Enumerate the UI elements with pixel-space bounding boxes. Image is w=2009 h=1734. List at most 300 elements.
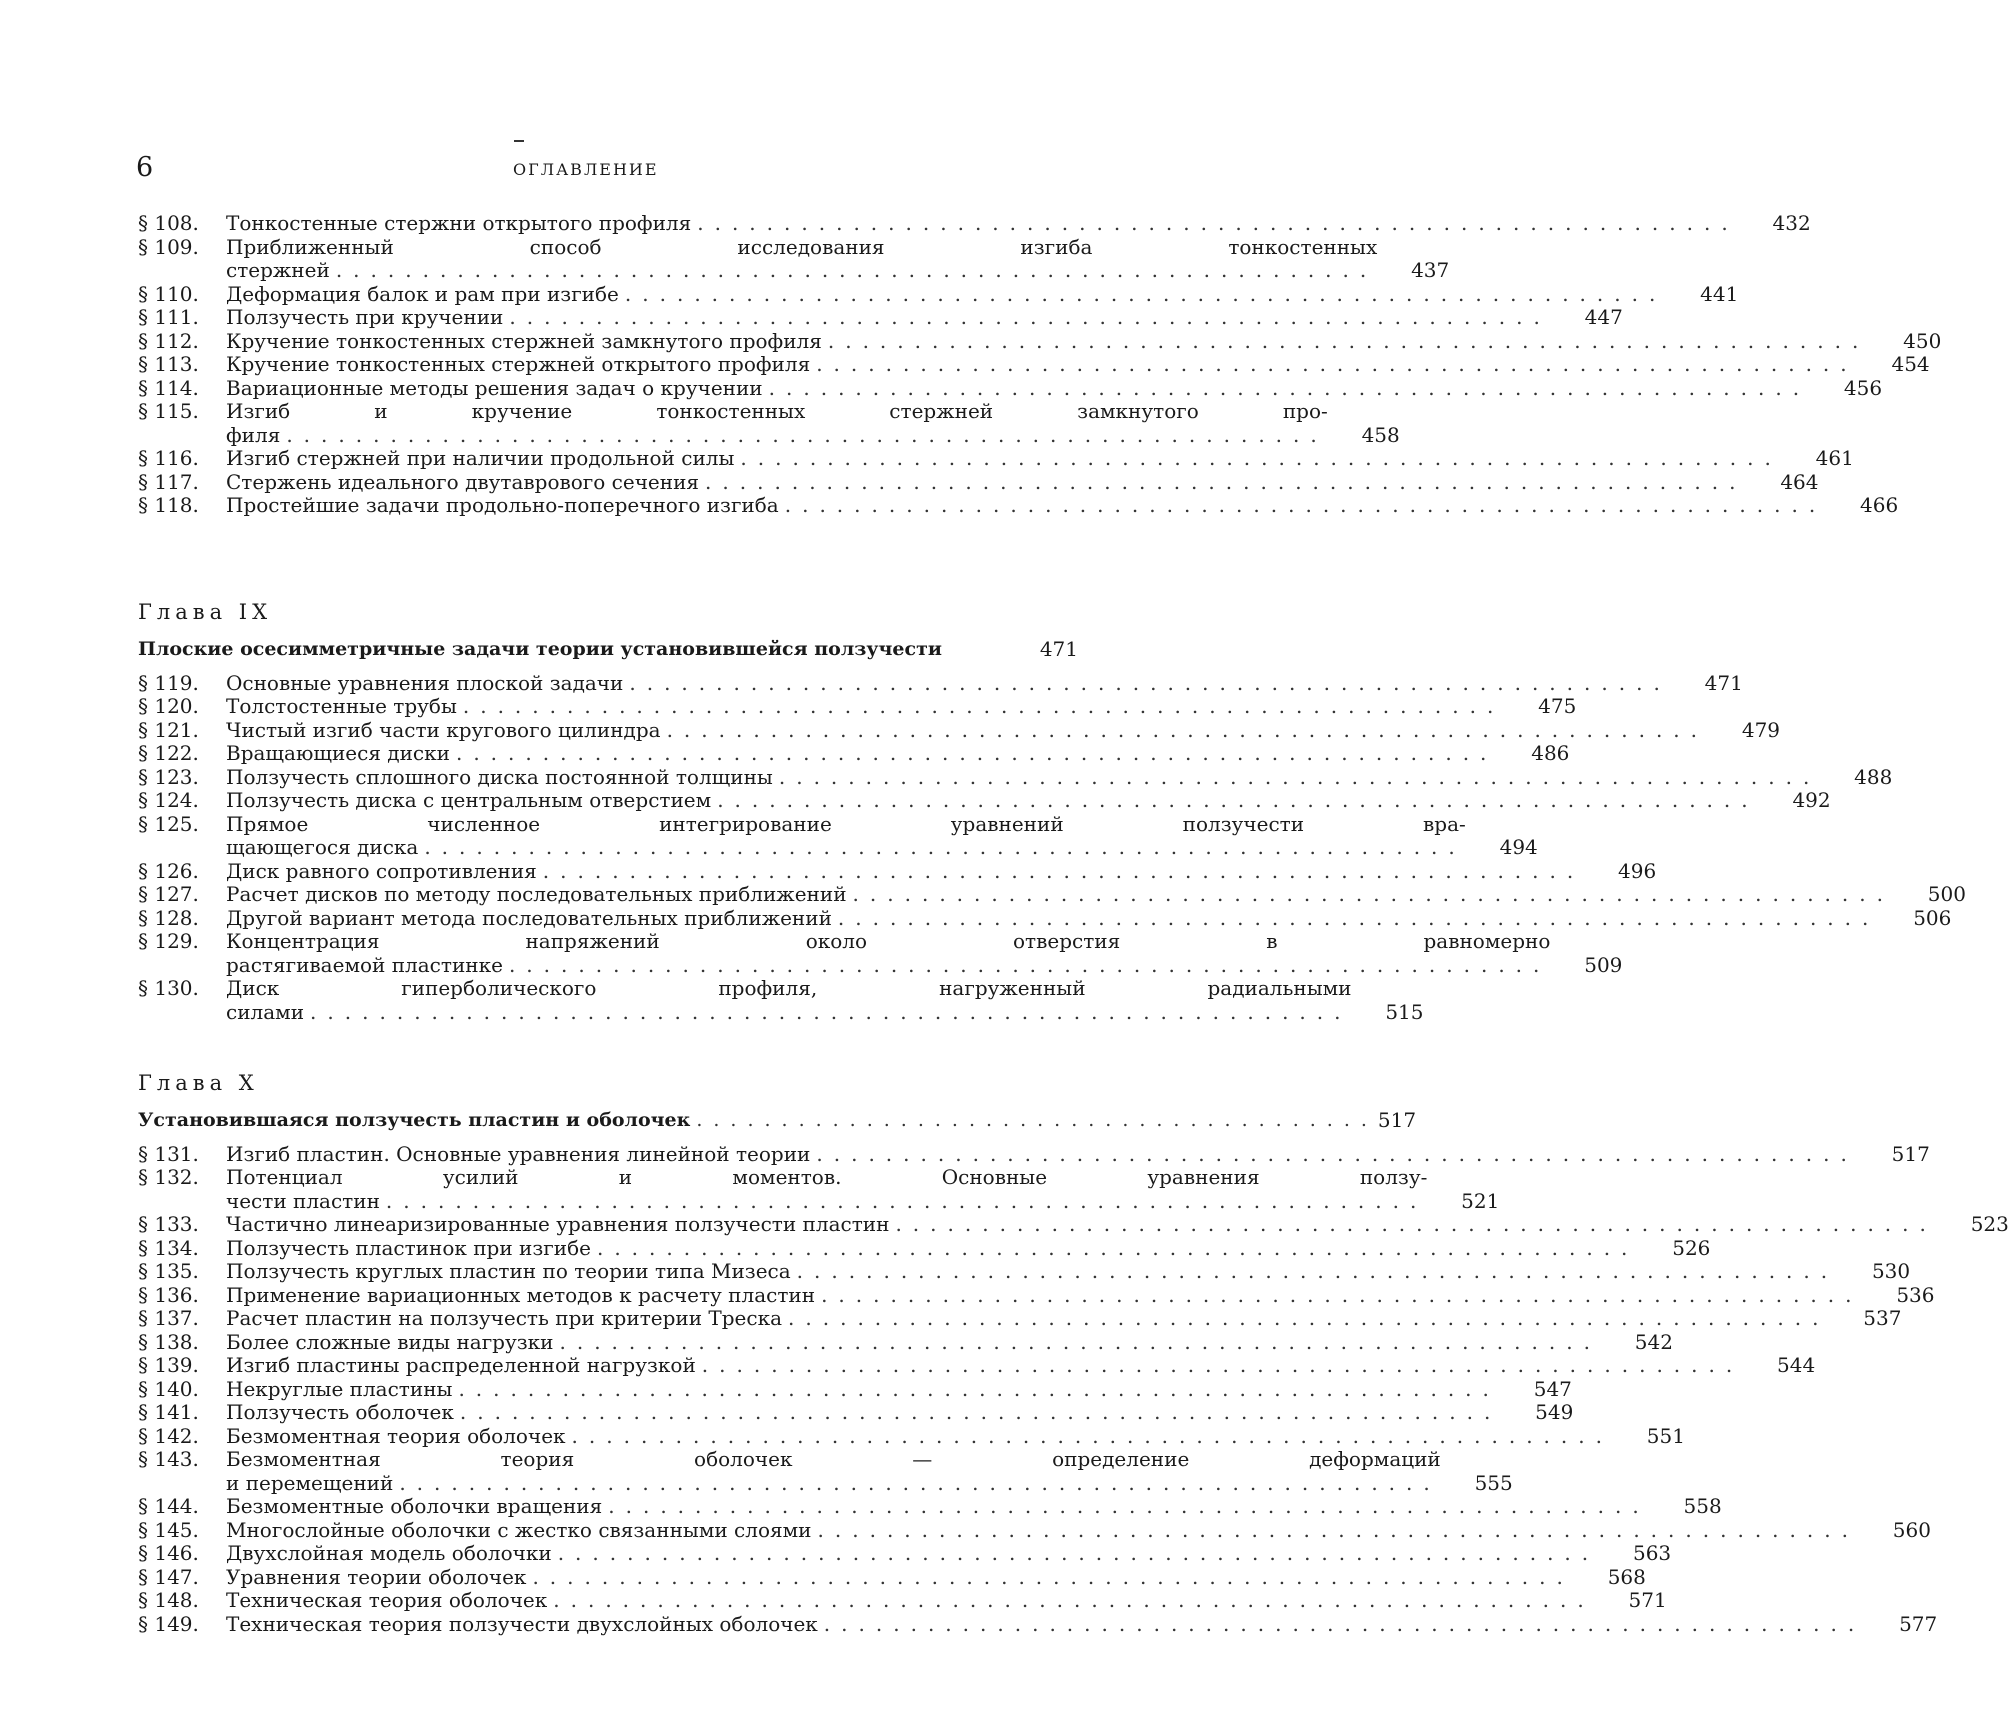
toc-entry[interactable]: [138, 1165, 1500, 1213]
page-ref: 558: [1683, 1494, 1722, 1518]
dot-leader: ............................................................: [624, 281, 1667, 306]
entry-line: [226, 494, 1826, 518]
entry-line: [226, 977, 1352, 1001]
entry-line: [226, 1378, 1500, 1402]
dot-leader: ............................................................: [424, 835, 1466, 859]
section-number: § 120.: [138, 694, 199, 718]
entry-line: [226, 930, 1550, 954]
dot-leader: ............................................................: [778, 764, 1821, 789]
section-number: § 113.: [138, 352, 199, 376]
section-number: § 133.: [138, 1212, 199, 1236]
entry-line: [226, 1284, 1863, 1308]
page-ref: 475: [1538, 694, 1577, 718]
dot-leader: ............................................................: [816, 1141, 1858, 1166]
dot-leader: ............................................................: [837, 905, 1880, 930]
section-number: § 119.: [138, 670, 199, 695]
dot-leader: ............................................................: [462, 694, 1505, 718]
entry-line-text: растягиваемой пластинке: [226, 952, 503, 977]
toc-entry[interactable]: [138, 811, 1538, 860]
entry-line: [226, 836, 1466, 860]
section-number: § 126.: [138, 858, 199, 883]
entry-line: [226, 471, 1747, 495]
entry-line: [226, 1307, 1829, 1331]
entry-line-text: Изгиб пластины распределенной нагрузкой: [226, 1353, 696, 1377]
entry-line-text: Простейшие задачи продольно-поперечного изгиба: [226, 493, 779, 517]
entry-title: [226, 447, 1854, 471]
entry-line: [226, 236, 1377, 260]
section-number: § 128.: [138, 905, 199, 930]
entry-line-text: Кручение тонкостенных стержней замкнутого профиля: [226, 328, 822, 353]
toc-entry[interactable]: [138, 694, 1577, 719]
chapter-9-block: [138, 572, 1966, 1024]
page-ref: 506: [1913, 905, 1952, 930]
page-ref: 496: [1618, 858, 1657, 883]
section-number: § 109.: [138, 234, 199, 259]
toc-entry[interactable]: [138, 305, 1623, 330]
section-number: § 118.: [138, 493, 199, 517]
entry-line: [226, 447, 1782, 471]
entry-line: [226, 672, 1671, 696]
entry-line-text: Расчет пластин на ползучесть при критерии Треска: [226, 1306, 783, 1330]
toc-entry[interactable]: [138, 670, 1743, 696]
section-number: § 148.: [138, 1588, 199, 1612]
page-ref: 450: [1903, 328, 1942, 353]
toc-entry[interactable]: [138, 1541, 1672, 1566]
chapter-page: 471: [1039, 637, 1078, 661]
toc-entry[interactable]: [138, 1517, 1931, 1543]
entry-line: [226, 1425, 1613, 1449]
page-number: 6: [136, 152, 154, 183]
toc-entry[interactable]: [138, 1329, 1673, 1355]
page-ref: 461: [1815, 446, 1854, 470]
entry-title: [226, 1425, 1685, 1449]
dot-leader: ............................................................: [701, 1353, 1744, 1377]
toc-entry[interactable]: [138, 281, 1739, 307]
page-ref: 523: [1970, 1212, 2009, 1236]
toc-entry[interactable]: [138, 469, 1819, 495]
entry-line: [226, 1519, 1859, 1543]
page-ref: 458: [1361, 422, 1400, 447]
entry-title: [226, 1213, 2009, 1237]
section-number: § 124.: [138, 788, 199, 812]
toc-entry[interactable]: [138, 1400, 1574, 1425]
dot-leader: ............................................................: [310, 999, 1352, 1024]
entry-title: [226, 813, 1538, 860]
entry-line: [226, 1448, 1441, 1472]
section-number: § 108.: [138, 211, 199, 235]
page-ref: 563: [1632, 1541, 1672, 1565]
section-number: § 125.: [138, 811, 199, 836]
entry-line-text: Ползучесть круглых пластин по теории типа Мизеса: [226, 1259, 791, 1283]
toc-entry[interactable]: [138, 1564, 1646, 1590]
page-ref: 515: [1385, 999, 1424, 1024]
entry-line: [226, 719, 1708, 743]
section-number: § 114.: [138, 375, 199, 400]
section-number: § 123.: [138, 764, 199, 789]
entry-line: [226, 212, 1739, 236]
toc-entry[interactable]: [138, 399, 1400, 447]
entry-line: [226, 813, 1466, 837]
entry-line: [226, 1566, 1574, 1590]
entry-line-text: Расчет дисков по методу последовательных приближений: [226, 882, 847, 906]
toc-entry[interactable]: [138, 234, 1450, 283]
section-number: § 144.: [138, 1494, 199, 1518]
entry-title: [226, 471, 1819, 495]
page-ref: 549: [1535, 1400, 1574, 1424]
chapter-title: [138, 638, 1078, 662]
page-ref: 500: [1927, 882, 1966, 906]
toc-entry[interactable]: [138, 1306, 1902, 1331]
dot-leader: ............................................................: [788, 1306, 1830, 1330]
entry-line-text: Диск равного сопротивления: [226, 858, 537, 883]
entry-title: [226, 766, 1892, 790]
entry-title: [226, 377, 1882, 401]
dot-leader: ............................................................: [557, 1541, 1600, 1565]
section-number: § 121.: [138, 717, 199, 742]
chapter-title: [138, 1108, 1417, 1133]
entry-line-text: щающегося диска: [226, 835, 419, 859]
entry-line: [226, 1166, 1427, 1190]
dot-leader: ............................................................: [509, 305, 1551, 329]
entry-line: [226, 1143, 1858, 1167]
entry-line-text: Тонкостенные стержни открытого профиля: [226, 211, 692, 235]
entry-title: [226, 400, 1400, 447]
toc-group-3: [138, 1141, 2009, 1637]
dot-leader: ............................................................: [553, 1588, 1595, 1612]
dot-leader: ............................................................: [666, 717, 1709, 742]
entry-line: [226, 883, 1894, 907]
entry-line-text: Безмоментные оболочки вращения: [226, 1494, 603, 1518]
section-number: § 115.: [138, 399, 199, 423]
dot-leader: ............................................................: [821, 1282, 1863, 1307]
entry-line: [226, 742, 1497, 766]
entry-line-text: Деформация балок и рам при изгибе: [226, 281, 619, 306]
section-number: § 122.: [138, 741, 199, 765]
entry-line-text: Кручение тонкостенных стержней открытого профиля: [226, 352, 811, 376]
entry-line-text: Безмоментная теория оболочек: [226, 1423, 566, 1448]
entry-line: [226, 400, 1328, 424]
entry-line-text: стержней: [226, 258, 330, 282]
page-ref: 544: [1777, 1353, 1816, 1377]
page-ref: 432: [1772, 211, 1811, 235]
entry-line: [226, 1237, 1638, 1261]
section-number: § 136.: [138, 1282, 199, 1307]
dot-leader: ............................................................: [740, 446, 1782, 470]
page-ref: 479: [1741, 717, 1781, 742]
dot-leader: ............................................................: [335, 258, 1378, 282]
entry-line-text: Вариационные методы решения задач о кручении: [226, 375, 763, 400]
entry-line: [226, 1190, 1427, 1214]
dot-leader: ............................................................: [827, 328, 1870, 353]
entry-title: [226, 330, 1941, 354]
entry-line: [226, 283, 1666, 307]
section-number: § 131.: [138, 1141, 199, 1166]
page-ref: 494: [1499, 835, 1538, 859]
toc-entry[interactable]: [138, 882, 1966, 907]
entry-line-text: Безмоментная теория оболочек — определение деформаций: [226, 1447, 1441, 1471]
page-ref: 509: [1584, 952, 1623, 977]
entry-line: [226, 860, 1584, 884]
entry-title: [226, 1331, 1673, 1355]
entry-line: [226, 424, 1328, 448]
dot-leader: ............................................................: [817, 1517, 1859, 1542]
section-number: § 111.: [138, 305, 199, 329]
entry-title: [226, 742, 1569, 766]
toc-entry[interactable]: [138, 1282, 1935, 1308]
entry-title: [226, 236, 1449, 283]
page-ref: 526: [1672, 1235, 1711, 1260]
page-ref: 577: [1899, 1611, 1938, 1636]
entry-line-text: Стержень идеального двутаврового сечения: [226, 469, 700, 494]
entry-line-text: Более сложные виды нагрузки: [226, 1329, 554, 1354]
entry-title: [226, 1448, 1513, 1495]
dot-leader: ............................................................: [895, 1212, 1937, 1236]
section-number: § 138.: [138, 1329, 199, 1354]
entry-line-text: Многослойные оболочки с жестко связанными слоями: [226, 1517, 812, 1542]
toc-entry[interactable]: [138, 1494, 1722, 1519]
entry-line-text: Изгиб пластин. Основные уравнения линейной теории: [226, 1141, 811, 1166]
section-number: § 127.: [138, 882, 199, 906]
section-number: § 145.: [138, 1517, 199, 1542]
page-ref: 437: [1411, 258, 1450, 282]
toc-entry[interactable]: [138, 1376, 1572, 1402]
entry-line: [226, 1354, 1743, 1378]
dot-leader: ............................................................: [852, 882, 1894, 906]
chapter-heading: Глава IX: [138, 600, 273, 624]
page-ref: 456: [1843, 375, 1883, 400]
toc-entry[interactable]: [138, 1212, 2009, 1237]
entry-line-text: Частично линеаризированные уравнения ползучести пластин: [226, 1212, 890, 1236]
entry-line-text: филя: [226, 422, 281, 447]
entry-title: [226, 283, 1738, 307]
toc-entry[interactable]: [138, 1259, 1911, 1284]
page-ref: 517: [1891, 1141, 1930, 1166]
entry-title: [226, 789, 1831, 813]
entry-line: [226, 1001, 1352, 1025]
entry-line: [226, 1613, 1865, 1637]
entry-line-text: Применение вариационных методов к расчету пластин: [226, 1282, 816, 1307]
page-ref: 555: [1474, 1470, 1513, 1495]
entry-line: [226, 954, 1550, 978]
entry-line-text: Другой вариант метода последовательных приближений: [226, 905, 832, 930]
entry-line-text: Ползучесть диска с центральным отверстием: [226, 788, 712, 812]
dot-leader: ............................................................: [717, 788, 1759, 812]
dot-leader: ............................................................: [608, 1494, 1650, 1518]
entry-line-text: Концентрация напряжений около отверстия в равномерно: [226, 929, 1551, 953]
entry-title: [226, 1566, 1646, 1590]
entry-line-text: Изгиб и кручение тонкостенных стержней замкнутого про-: [226, 399, 1328, 423]
entry-title: [226, 1519, 1931, 1543]
dot-leader: ............................................................: [459, 1400, 1502, 1424]
section-number: § 137.: [138, 1306, 199, 1330]
entry-line-text: Изгиб стержней при наличии продольной силы: [226, 446, 735, 470]
entry-line: [226, 330, 1869, 354]
entry-line: [226, 907, 1879, 931]
toc-entry[interactable]: [138, 446, 1854, 471]
toc-entry[interactable]: [138, 905, 1952, 931]
toc-entry[interactable]: [138, 1447, 1513, 1495]
page-ref: 547: [1533, 1376, 1572, 1401]
entry-title: [226, 1401, 1573, 1425]
entry-line: [226, 789, 1759, 813]
chapter-title-text: [138, 1109, 1378, 1133]
entry-line-text: Приближенный способ исследования изгиба тонкостенных: [226, 234, 1378, 259]
entry-line-text: чести пластин: [226, 1188, 380, 1213]
page-ref: 560: [1892, 1517, 1931, 1542]
top-mark: [514, 140, 524, 142]
toc-entry[interactable]: [138, 1423, 1685, 1449]
dot-leader: ............................................................: [559, 1329, 1601, 1354]
section-number: § 116.: [138, 446, 199, 470]
entry-title: [226, 306, 1623, 330]
toc-entry[interactable]: [138, 717, 1781, 743]
dot-leader: ............................................................: [508, 952, 1551, 977]
section-number: § 143.: [138, 1447, 199, 1471]
entry-title: [226, 1589, 1667, 1613]
entry-line-text: Двухслойная модель оболочки: [226, 1541, 552, 1565]
page-ref: 492: [1792, 788, 1831, 812]
page-ref: 551: [1646, 1423, 1685, 1448]
section-number: § 110.: [138, 281, 199, 306]
entry-line-text: Прямое численное интегрирование уравнений ползучести вра-: [226, 811, 1466, 836]
entry-line: [226, 1542, 1599, 1566]
entry-line: [226, 1589, 1595, 1613]
toc-entry[interactable]: [138, 858, 1657, 884]
entry-line-text: Ползучесть пластинок при изгибе: [226, 1235, 591, 1260]
entry-line-text: силами: [226, 999, 305, 1024]
section-number: § 140.: [138, 1376, 199, 1401]
toc-entry[interactable]: [138, 375, 1883, 401]
entry-line-text: Техническая теория ползучести двухслойных оболочек: [226, 1611, 818, 1636]
entry-line: [226, 1401, 1501, 1425]
entry-title: [226, 212, 1811, 236]
toc-entry[interactable]: [138, 352, 1930, 377]
entry-line-text: Основные уравнения плоской задачи: [226, 670, 624, 695]
dot-leader: ........................................: [696, 1109, 1378, 1131]
entry-line: [226, 766, 1820, 790]
section-number: § 135.: [138, 1259, 199, 1283]
toc-entry[interactable]: [138, 328, 1942, 354]
toc-entry[interactable]: [138, 929, 1623, 977]
toc-entry[interactable]: [138, 1353, 1816, 1378]
entry-line: [226, 1495, 1650, 1519]
toc-entry[interactable]: [138, 1588, 1667, 1613]
dot-leader: ............................................................: [532, 1564, 1574, 1589]
dot-leader: ............................................................: [768, 375, 1811, 400]
toc-entry[interactable]: [138, 493, 1899, 518]
section-number: § 139.: [138, 1353, 199, 1377]
running-title: ОГЛАВЛЕНИЕ: [513, 160, 659, 179]
entry-line-text: Уравнения теории оболочек: [226, 1564, 527, 1589]
toc-entry[interactable]: [138, 788, 1831, 813]
section-number: § 146.: [138, 1541, 199, 1565]
entry-title: [226, 1354, 1815, 1378]
section-number: § 132.: [138, 1165, 199, 1189]
entry-line-text: Чистый изгиб части кругового цилиндра: [226, 717, 661, 742]
toc-entry[interactable]: [138, 1141, 1930, 1167]
dot-leader: ............................................................: [399, 1470, 1441, 1495]
entry-title: [226, 1260, 1910, 1284]
entry-title: [226, 1307, 1901, 1331]
section-number: § 141.: [138, 1400, 199, 1424]
page-ref: 571: [1628, 1588, 1667, 1612]
page-ref: 471: [1704, 670, 1743, 695]
entry-title: [226, 672, 1743, 696]
page-ref: 568: [1607, 1564, 1646, 1589]
section-number: § 142.: [138, 1423, 199, 1448]
entry-title: [226, 860, 1656, 884]
page-ref: 464: [1780, 469, 1819, 494]
entry-line-text: Некруглые пластины: [226, 1376, 453, 1401]
dot-leader: ............................................................: [385, 1188, 1428, 1213]
entry-title: [226, 977, 1424, 1024]
dot-leader: ............................................................: [705, 469, 1747, 494]
entry-line: [226, 259, 1377, 283]
entry-title: [226, 907, 1951, 931]
page-ref: 542: [1634, 1329, 1673, 1354]
entry-line: [226, 1472, 1441, 1496]
entry-title: [226, 719, 1780, 743]
toc-group-1: [138, 211, 1942, 518]
entry-title: [226, 930, 1622, 977]
page-ref: 530: [1871, 1259, 1911, 1283]
entry-title: [226, 1284, 1935, 1308]
chapter-10-block: [138, 1043, 2009, 1636]
page-ref: 454: [1891, 352, 1930, 376]
page-ref: 466: [1860, 493, 1899, 517]
dot-leader: ............................................................: [458, 1376, 1500, 1401]
entry-title: [226, 353, 1930, 377]
toc-entry[interactable]: [138, 1611, 1938, 1637]
chapter-title-text: Плоские осесимметричные задачи теории установившейся ползучести: [138, 638, 942, 660]
entry-line-text: и перемещений: [226, 1470, 394, 1495]
page-ref: 488: [1854, 764, 1893, 789]
dot-leader: ............................................................: [816, 352, 1858, 376]
entry-line: [226, 377, 1810, 401]
entry-title: [226, 494, 1898, 518]
toc-entry[interactable]: [138, 976, 1424, 1024]
chapter-title-words: Установившаяся ползучесть пластин и оболочек: [138, 1109, 691, 1131]
toc-entry[interactable]: [138, 211, 1811, 236]
entry-title: [226, 1542, 1671, 1566]
entry-line-text: Вращающиеся диски: [226, 741, 450, 765]
dot-leader: ............................................................: [784, 493, 1827, 517]
section-number: § 129.: [138, 929, 199, 953]
page-ref: 536: [1896, 1282, 1935, 1307]
section-number: § 117.: [138, 469, 199, 494]
entry-line-text: Ползучесть сплошного диска постоянной толщины: [226, 764, 773, 789]
entry-line-text: Ползучесть при кручении: [226, 305, 504, 329]
toc-entry[interactable]: [138, 764, 1893, 790]
entry-title: [226, 1378, 1572, 1402]
entry-line: [226, 306, 1551, 330]
page-ref: 441: [1700, 281, 1739, 306]
entry-title: [226, 695, 1576, 719]
entry-line-text: Диск гиперболического профиля, нагруженный радиальными: [226, 976, 1352, 1000]
entry-line-text: Техническая теория оболочек: [226, 1588, 548, 1612]
page-ref: 486: [1531, 741, 1570, 765]
entry-title: [226, 1613, 1937, 1637]
entry-line: [226, 1260, 1838, 1284]
entry-title: [226, 1495, 1722, 1519]
toc-entry[interactable]: [138, 741, 1570, 766]
entry-line: [226, 1213, 1937, 1237]
section-number: § 134.: [138, 1235, 199, 1260]
dot-leader: ............................................................: [629, 670, 1671, 695]
toc-entry[interactable]: [138, 1235, 1711, 1261]
entry-line-text: Ползучесть оболочек: [226, 1400, 454, 1424]
page-ref: 447: [1584, 305, 1623, 329]
